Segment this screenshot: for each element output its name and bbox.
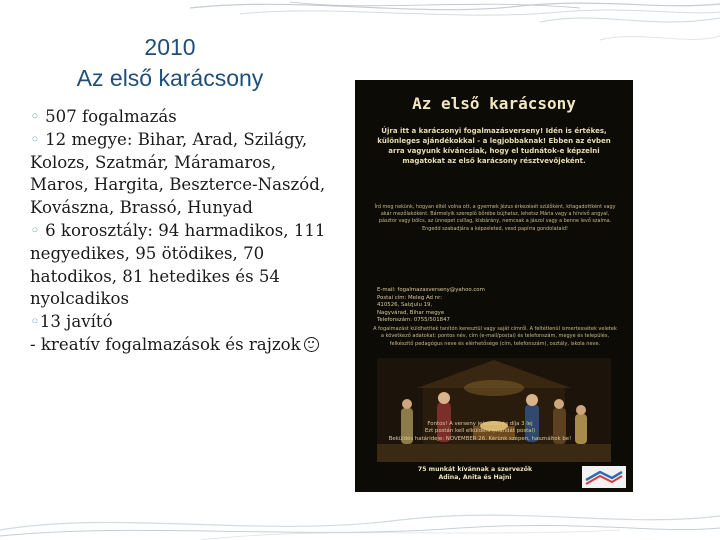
- bullet-list: [30, 106, 330, 357]
- bullet-text: 507 fogalmazás: [45, 107, 177, 126]
- sponsor-logo-icon: [582, 466, 626, 488]
- poster-contact-line: Postai cím: Meleg Ad nr:: [377, 294, 443, 301]
- bullet-item: [30, 311, 330, 334]
- poster-contact: [377, 287, 527, 325]
- bullet-text: - kreatív fogalmazások és rajzok: [30, 334, 301, 354]
- poster-contact-line: Telefonszám: 0755/501847: [377, 317, 450, 324]
- poster-description: Írd meg nekünk, hogyan éltél volna ott, a gyermek Jézus érkezését szülőként, kitagadottként vagy akár mezőlakóként. Bármelyik szereplő bőrébe bújhatsz, lehetsz Mária vagy a hírvivő angyal, pásztor vagy bölcs, az ünnepet csillag, kisbárány, nemcsak a jászol vagy a benne levő szalma. Engedd szabadjára a képzeleted, vesd papírra gondolataid!: [374, 204, 616, 232]
- bullet-item: [30, 106, 330, 129]
- poster-contact-line: 410526, Salzjulu 19,: [377, 302, 433, 309]
- bullet-marker: ◦: [30, 312, 40, 332]
- poster-footer-line: Ezt postán kell elküldeni (mandát postal): [424, 428, 536, 435]
- bullet-item: [30, 220, 330, 311]
- slide-title: [20, 32, 320, 94]
- poster-contact-line: E-mail: fogalmazasverseny@yahoo.com: [377, 287, 485, 293]
- poster-intro: Újra itt a karácsonyi fogalmazásverseny! Idén is értékes, különleges ajándékokkal - a legjobbaknak! Ebben az évben arra vagyunk kíváncsiak, hogy el tudnátok-e képzelni magatokat az első karácsony résztvevőjeként.: [377, 127, 611, 165]
- poster-note: A fogalmazást küldhetitek tanítón keresztül vagy saját címről. A feltétlenül ismertessétek veletek a következő adatokat: pontos név, cím (e-mail/postai) és telefonszám, megye és település, felkészítő pedagógus neve és elérhetősége (cím, telefonszám), osztály, iskola neve.: [373, 326, 617, 347]
- bullet-item: [30, 334, 330, 357]
- bullet-marker: ◦: [30, 107, 40, 126]
- poster-footer-line: Beküldés határideje: NOVEMBER 26. Kérünk szépen, használtok be!: [388, 435, 572, 442]
- poster-contact-line: Nagyvárad, Bihar megye: [377, 309, 445, 316]
- nativity-scene-image: [377, 358, 611, 462]
- bullet-marker: ◦: [30, 129, 40, 149]
- poster-signature-line: Adina, Anita és Hajni: [438, 474, 512, 482]
- bullet-item: [30, 129, 330, 220]
- slide-title-year: 2010: [144, 34, 196, 60]
- poster-footer-line: Fontos! A verseny jelentkezés díja 3 lej: [427, 421, 533, 427]
- bullet-text: 12 megye: Bihar, Arad, Szilágy, Kolozs, Szatmár, Máramaros, Maros, Hargita, Beszterce-Naszód, Kovászna, Brassó, Hunyad: [30, 129, 326, 218]
- poster-title: Az első karácsony: [412, 94, 576, 113]
- slide-title-main: Az első karácsony: [76, 65, 264, 91]
- poster-signature-line: 75 munkát kívánnak a szervezők: [417, 466, 533, 473]
- contest-poster: [355, 80, 633, 492]
- poster-signature: [375, 466, 575, 482]
- bullet-text: 6 korosztály: 94 harmadikos, 111 negyedikes, 95 ötödikes, 70 hatodikos, 81 hetedikes és 54 nyolcadikos: [30, 220, 326, 309]
- bullet-marker: ◦: [30, 220, 40, 240]
- poster-footer: [375, 421, 585, 443]
- smiley-icon: [304, 337, 319, 352]
- bullet-text: 13 javító: [39, 312, 113, 332]
